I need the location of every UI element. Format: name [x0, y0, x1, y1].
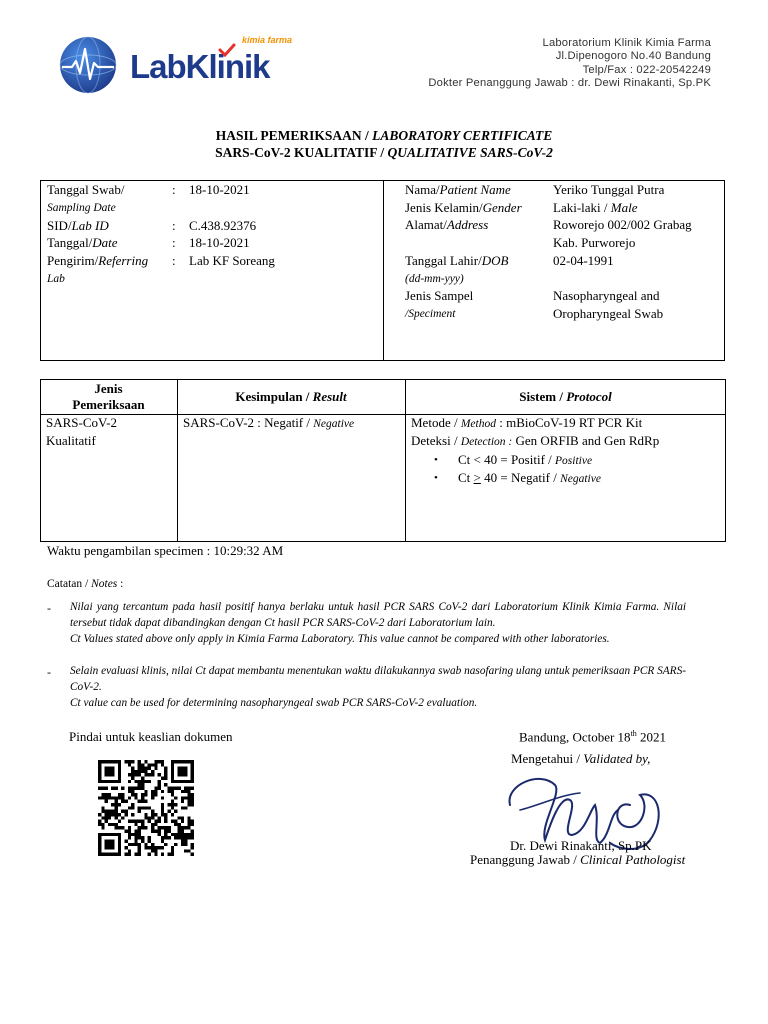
method-row — [411, 414, 642, 433]
note-1-id: Nilai yang tercantum pada hasil positif hanya berlaku untuk hasil PCR SARS CoV-2 dari Laboratorium Klinik Kimia Farma. Nilai tersebut tidak dapat dibandingkan dengan Ct hasil PCR SARS-CoV-2 dari Laboratorium lain. — [70, 601, 686, 629]
referring-label: Pengirim/ — [47, 253, 99, 268]
gender-value: Laki-laki / — [553, 200, 611, 215]
title-line1: HASIL PEMERIKSAAN / — [215, 128, 373, 143]
signature-date-sup: th — [630, 729, 637, 738]
threshold-positive — [458, 451, 592, 470]
title-line1-en: LABORATORY CERTIFICATE — [372, 128, 553, 143]
signature-date-place: Bandung, October 18 — [519, 729, 631, 745]
referring-label-en: Referring — [98, 253, 149, 268]
exam-name-2: Kualitatif — [46, 433, 96, 448]
note-dash: - — [47, 601, 51, 615]
note-2-id: Selain evaluasi klinis, nilai Ct dapat membantu menentukan waktu dilakukannya swab nasofaring ulang untuk pemeriksaan PCR SARS-CoV-2. — [70, 665, 686, 693]
sampling-date-label-en: Sampling Date — [47, 202, 116, 214]
lab-id-label-en: Lab ID — [71, 218, 109, 233]
threshold-positive-en: Positive — [555, 455, 593, 467]
scan-instruction: Pindai untuk keaslian dokumen — [69, 729, 233, 744]
header-result-en: Result — [312, 389, 347, 404]
threshold-negative-main: 40 = Negatif / — [480, 470, 561, 485]
dob-value: 02-04-1991 — [553, 253, 614, 268]
lab-id-label: SID/ — [47, 218, 72, 233]
gender-label-en: Gender — [482, 200, 522, 215]
bullet-icon: • — [434, 472, 438, 484]
greater-equal-symbol: > — [473, 470, 481, 485]
exam-name-cell — [46, 414, 117, 450]
sampling-date-label: Tanggal Swab/ — [47, 182, 125, 197]
notes-label-main: Catatan / — [47, 578, 92, 590]
specimen-value-1: Nasopharyngeal and — [553, 288, 660, 303]
lab-address: Jl.Dipenogoro No.40 Bandung — [555, 50, 711, 63]
threshold-negative — [458, 469, 601, 488]
date-label-en: Date — [92, 235, 118, 250]
referring-value: Lab KF Soreang — [189, 253, 275, 268]
header-exam-1: Jenis — [94, 381, 123, 396]
notes-label — [47, 576, 123, 592]
note-2-en: Ct value can be used for determining nasopharyngeal swab PCR SARS-CoV-2 evaluation. — [70, 697, 478, 709]
patient-name-label: Nama/ — [405, 182, 440, 197]
gender-value-en: Male — [610, 200, 638, 215]
labklinik-logo — [58, 35, 303, 95]
title-line2: SARS-CoV-2 KUALITATIF / — [215, 145, 388, 160]
patient-name-label-en: Patient Name — [439, 182, 511, 197]
detection-label-en: Detection : — [460, 436, 513, 448]
signature-date — [519, 729, 666, 745]
method-label: Metode / — [411, 415, 461, 430]
bullet-icon: • — [434, 454, 438, 466]
detection-row — [411, 432, 659, 451]
kimia-farma-brand: kimia farma — [242, 35, 293, 45]
signer-name: Dr. Dewi Rinakanti, Sp.PK — [510, 838, 652, 853]
method-label-en: Method — [460, 418, 496, 430]
qr-code-icon[interactable] — [98, 760, 194, 856]
colon: : — [172, 218, 176, 233]
result-cell — [183, 414, 354, 433]
specimen-value-2: Oropharyngeal Swab — [553, 306, 664, 321]
header-protocol-main: Sistem / — [519, 389, 567, 404]
date-value: 18-10-2021 — [189, 235, 250, 250]
detection-label: Deteksi / — [411, 433, 461, 448]
header-protocol-en: Protocol — [566, 389, 612, 404]
header-exam — [40, 381, 177, 413]
result-value: SARS-CoV-2 : Negatif / — [183, 415, 314, 430]
address-value-1: Roworejo 002/002 Grabag — [553, 217, 692, 232]
title-line2-en: QUALITATIVE SARS-CoV-2 — [387, 145, 553, 160]
specimen-label: Jenis Sampel — [405, 288, 474, 303]
notes-label-suffix: : — [117, 578, 124, 590]
specimen-label-en: /Speciment — [405, 308, 456, 320]
patient-name-value: Yeriko Tunggal Putra — [553, 182, 665, 197]
lab-contact-info — [428, 37, 711, 91]
signer-title-en: Clinical Pathologist — [580, 852, 686, 867]
header-result-main: Kesimpulan / — [235, 389, 313, 404]
signature-date-year: 2021 — [636, 729, 667, 745]
signer-title-main: Penanggung Jawab / — [470, 852, 581, 867]
dob-format: (dd-mm-yyy) — [405, 273, 464, 285]
colon: : — [172, 253, 176, 268]
specimen-time: Waktu pengambilan specimen : 10:29:32 AM — [47, 543, 284, 558]
lab-name: Laboratorium Klinik Kimia Farma — [542, 37, 711, 49]
result-value-en: Negative — [313, 418, 355, 430]
date-label: Tanggal/ — [47, 235, 93, 250]
note-dash: - — [47, 665, 51, 679]
detection-value: Gen ORFIB and Gen RdRp — [512, 433, 660, 448]
address-label: Alamat/ — [405, 217, 447, 232]
notes-label-en: Notes — [91, 578, 118, 590]
doctor-in-charge: Dokter Penanggung Jawab : dr. Dewi Rinakanti, Sp.PK — [428, 77, 711, 90]
header-protocol — [405, 389, 726, 405]
info-box-divider — [383, 180, 384, 361]
lab-phone: Telp/Fax : 022-20542249 — [582, 63, 711, 76]
sampling-date-value: 18-10-2021 — [189, 182, 250, 197]
validated-by-main: Mengetahui / — [511, 751, 584, 766]
dob-label-en: DOB — [481, 253, 509, 268]
address-label-en: Address — [446, 217, 489, 232]
threshold-negative-en: Negative — [560, 473, 601, 485]
colon: : — [172, 182, 176, 197]
threshold-negative-prefix: Ct — [458, 470, 474, 485]
threshold-positive-main: Ct < 40 = Positif / — [458, 452, 556, 467]
checkmark-icon — [218, 43, 236, 57]
gender-label: Jenis Kelamin/ — [405, 200, 483, 215]
header-exam-2: Pemeriksaan — [72, 397, 145, 412]
referring-label-en-lab: Lab — [47, 273, 65, 285]
validated-by-en: Validated by, — [583, 751, 651, 766]
logo-text: LabKlinik — [130, 48, 270, 85]
header-result — [177, 389, 405, 405]
exam-name-1: SARS-CoV-2 — [46, 415, 118, 430]
dob-label: Tanggal Lahir/ — [405, 253, 482, 268]
lab-id-value: C.438.92376 — [189, 218, 257, 233]
note-1-en: Ct Values stated above only apply in Kimia Farma Laboratory. This value cannot be compared with other laboratories. — [70, 633, 610, 645]
signer-title — [470, 852, 685, 868]
certificate-title — [0, 127, 768, 161]
address-value-2: Kab. Purworejo — [553, 235, 636, 250]
method-value: : mBioCoV-19 RT PCR Kit — [495, 415, 643, 430]
colon: : — [172, 235, 176, 250]
